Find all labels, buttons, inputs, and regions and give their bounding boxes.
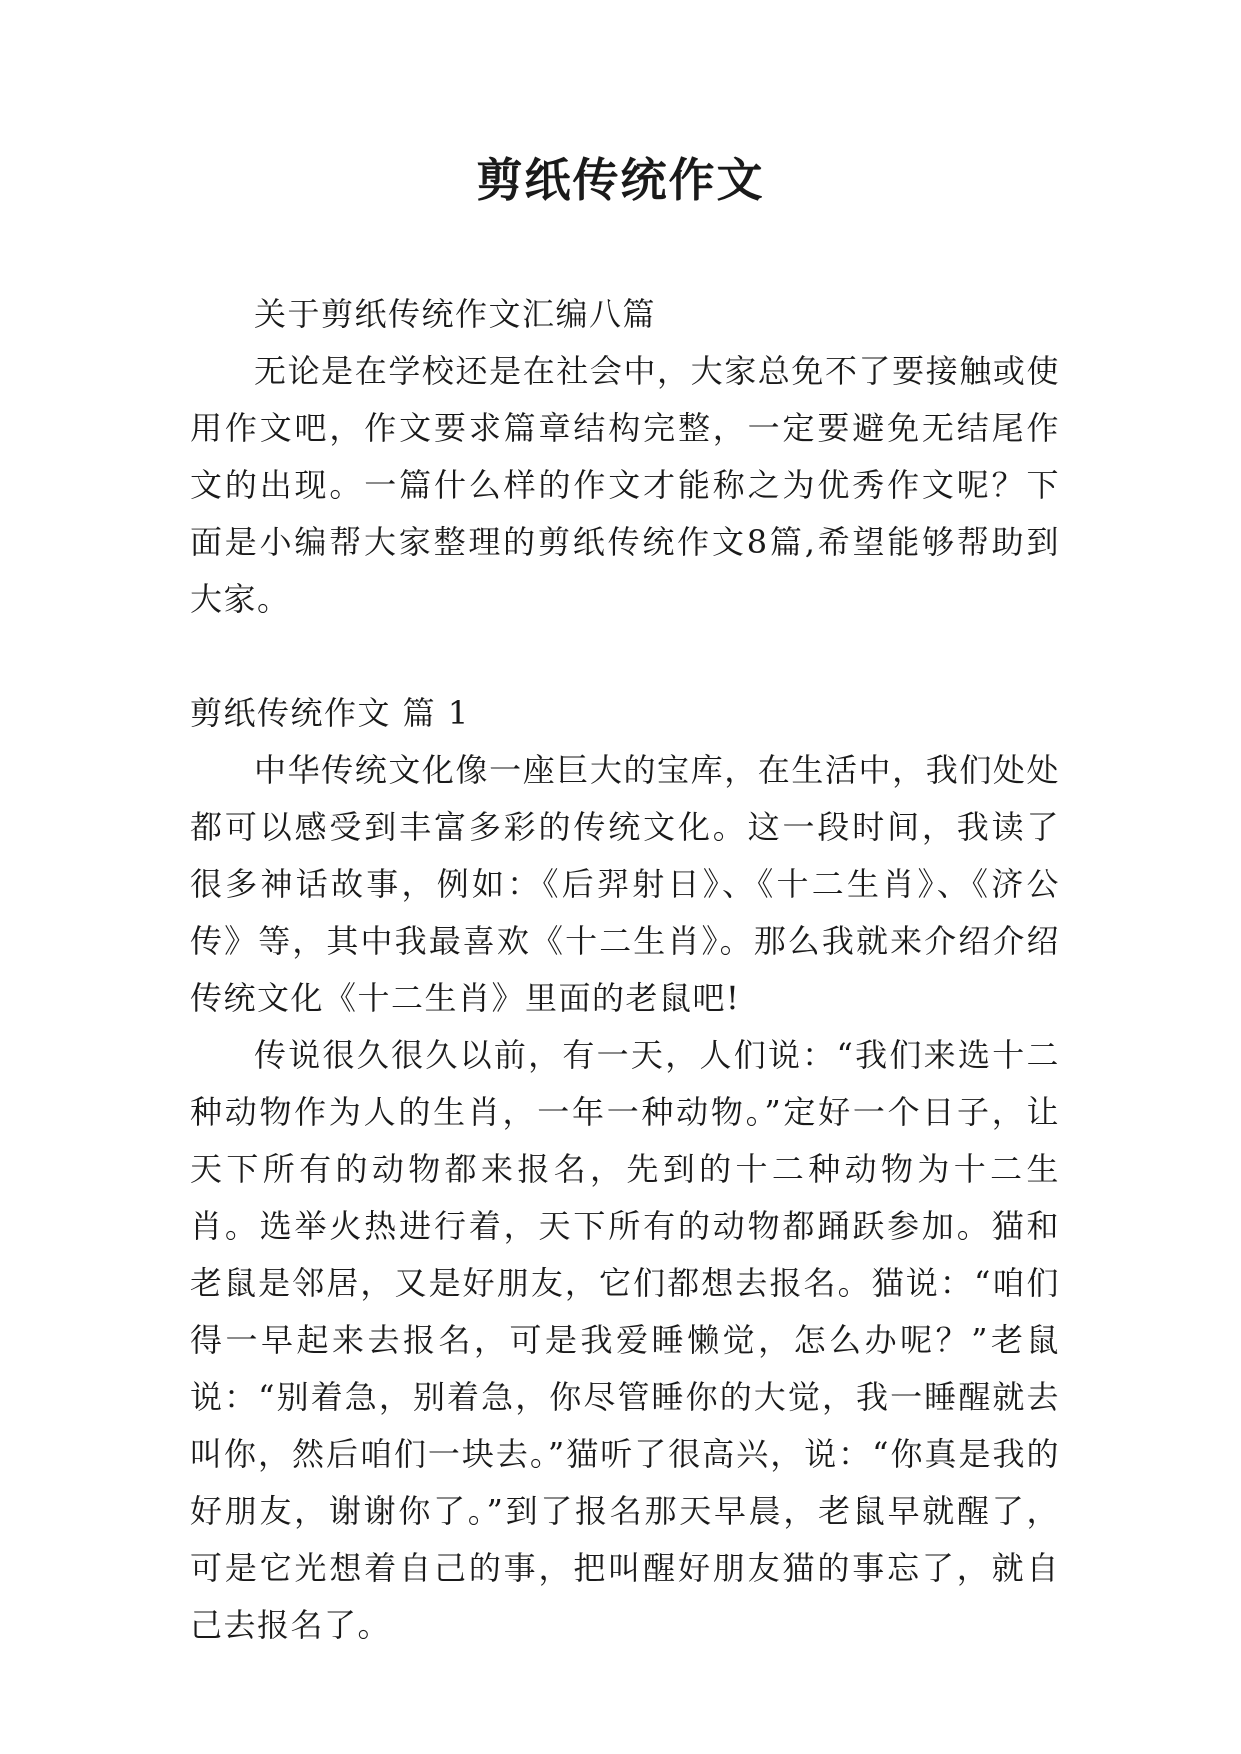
- page-title: 剪纸传统作文: [476, 153, 765, 207]
- document-subtitle: 关于剪纸传统作文汇编八篇: [254, 295, 657, 333]
- body-paragraph: 传说很久很久以前，有一天，人们说：“我们来选十二种动物作为人的生肖，一年一种动物。”定好一个日子，让天下所有的动物都来报名，先到的十二种动物为十二生肖。选举火热进行着，天下所有的动物都踊跃参加。猫和老鼠是邻居，又是好朋友，它们都想去报名。猫说：“咱们得一早起来去报名，可是我爱睡懒觉，怎么办呢？”老鼠说：“别着急，别着急，你尽管睡你的大觉，我一睡醒就去叫你，然后咱们一块去。”猫听了很高兴，说：“你真是我的好朋友，谢谢你了。”到了报名那天早晨，老鼠早就醒了，可是它光想着自己的事，把叫醒好朋友猫的事忘了，就自己去报名了。: [190, 1036, 1060, 1644]
- intro-paragraph: 无论是在学校还是在社会中，大家总免不了要接触或使用作文吧，作文要求篇章结构完整，一定要避免无结尾作文的出现。一篇什么样的作文才能称之为优秀作文呢？下面是小编帮大家整理的剪纸传统作文8篇,希望能够帮助到大家。: [190, 352, 1060, 618]
- document-body: [190, 286, 1060, 1654]
- body-paragraph: 中华传统文化像一座巨大的宝库，在生活中，我们处处都可以感受到丰富多彩的传统文化。这一段时间，我读了很多神话故事，例如：《后羿射日》、《十二生肖》、《济公传》等，其中我最喜欢《十二生肖》。那么我就来介绍介绍传统文化《十二生肖》里面的老鼠吧!: [190, 751, 1060, 1017]
- section-heading: 剪纸传统作文 篇 1: [190, 694, 470, 732]
